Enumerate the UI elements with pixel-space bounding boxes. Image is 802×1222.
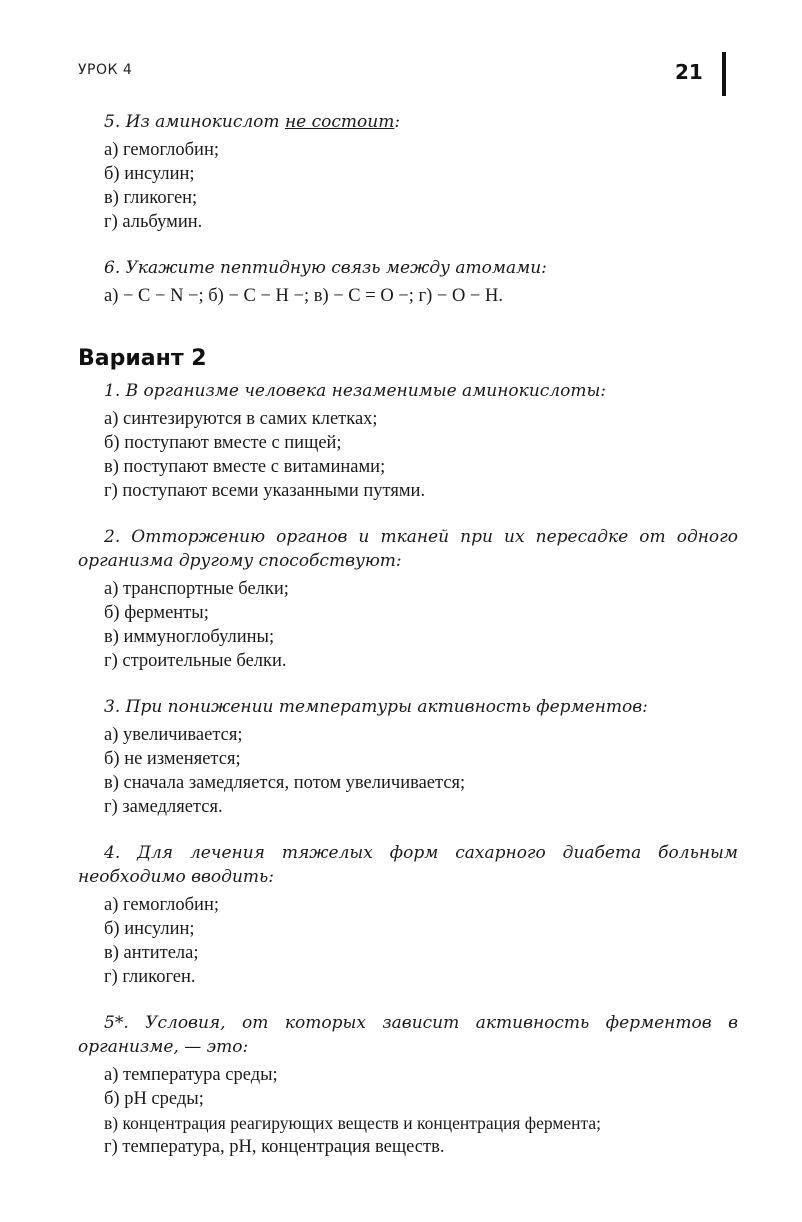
answer-d: г) альбумин. <box>104 212 203 232</box>
question-5 <box>78 110 738 234</box>
variant-title: Вариант 2 <box>78 346 207 371</box>
header-rule <box>722 52 726 96</box>
question-text: 3. При понижении температуры активность ферментов: <box>104 697 648 717</box>
answer-d: г) температура, pH, концентрация веществ. <box>104 1137 445 1157</box>
question-text <box>78 110 738 134</box>
variant2-question-5 <box>78 1011 738 1159</box>
question-text: 4. Для лечения тяжелых форм сахарного диабета больным необходимо вводить: <box>78 843 738 887</box>
answer-c: в) поступают вместе с витаминами; <box>104 457 386 477</box>
answer-b: б) инсулин; <box>104 919 195 939</box>
question-text: 5*. Условия, от которых зависит активность ферментов в организме, — это: <box>78 1013 738 1057</box>
answer-d: г) замедляется. <box>104 797 223 817</box>
answer-a: а) температура среды; <box>104 1065 278 1085</box>
question-text: 2. Отторжению органов и тканей при их пересадке от одного организма другому способствуют: <box>78 527 738 571</box>
answer-b: б) pH среды; <box>104 1089 204 1109</box>
question-text-prefix: 5. Из аминокислот <box>104 112 285 132</box>
variant2-question-4 <box>78 841 738 989</box>
answer-c: в) антитела; <box>104 943 199 963</box>
answer-a: а) увеличивается; <box>104 725 243 745</box>
answer-a: а) синтезируются в самих клетках; <box>104 409 378 429</box>
answer-b: б) поступают вместе с пищей; <box>104 433 342 453</box>
answer-b: б) не изменяется; <box>104 749 241 769</box>
question-text: 1. В организме человека незаменимые аминокислоты: <box>104 381 607 401</box>
answer-a: а) гемоглобин; <box>104 140 219 160</box>
answer-line: а) − С − N −; б) − С − Н −; в) − С = О −; г) − О − Н. <box>104 286 503 306</box>
variant2-question-2 <box>78 525 738 673</box>
answer-b: б) инсулин; <box>104 164 195 184</box>
answer-a: а) транспортные белки; <box>104 579 289 599</box>
lesson-label: УРОК 4 <box>78 62 133 78</box>
answer-c: в) иммуноглобулины; <box>104 627 275 647</box>
answer-d: г) гликоген. <box>104 967 196 987</box>
variant2-question-1 <box>78 379 738 503</box>
question-text: 6. Укажите пептидную связь между атомами: <box>104 258 547 278</box>
answer-c: в) гликоген; <box>104 188 198 208</box>
variant2-question-3 <box>78 695 738 819</box>
answer-c: в) сначала замедляется, потом увеличивается; <box>104 773 466 793</box>
answer-b: б) ферменты; <box>104 603 209 623</box>
question-text-underlined: не состоит <box>284 112 395 132</box>
answer-a: а) гемоглобин; <box>104 895 219 915</box>
answer-d: г) поступают всеми указанными путями. <box>104 481 426 501</box>
answer-c: в) концентрация реагирующих веществ и концентрация фермента; <box>104 1113 602 1133</box>
page-number: 21 <box>675 60 703 84</box>
question-text-suffix: : <box>394 112 401 132</box>
page-content <box>78 110 738 1181</box>
answer-d: г) строительные белки. <box>104 651 287 671</box>
question-6 <box>78 256 738 308</box>
